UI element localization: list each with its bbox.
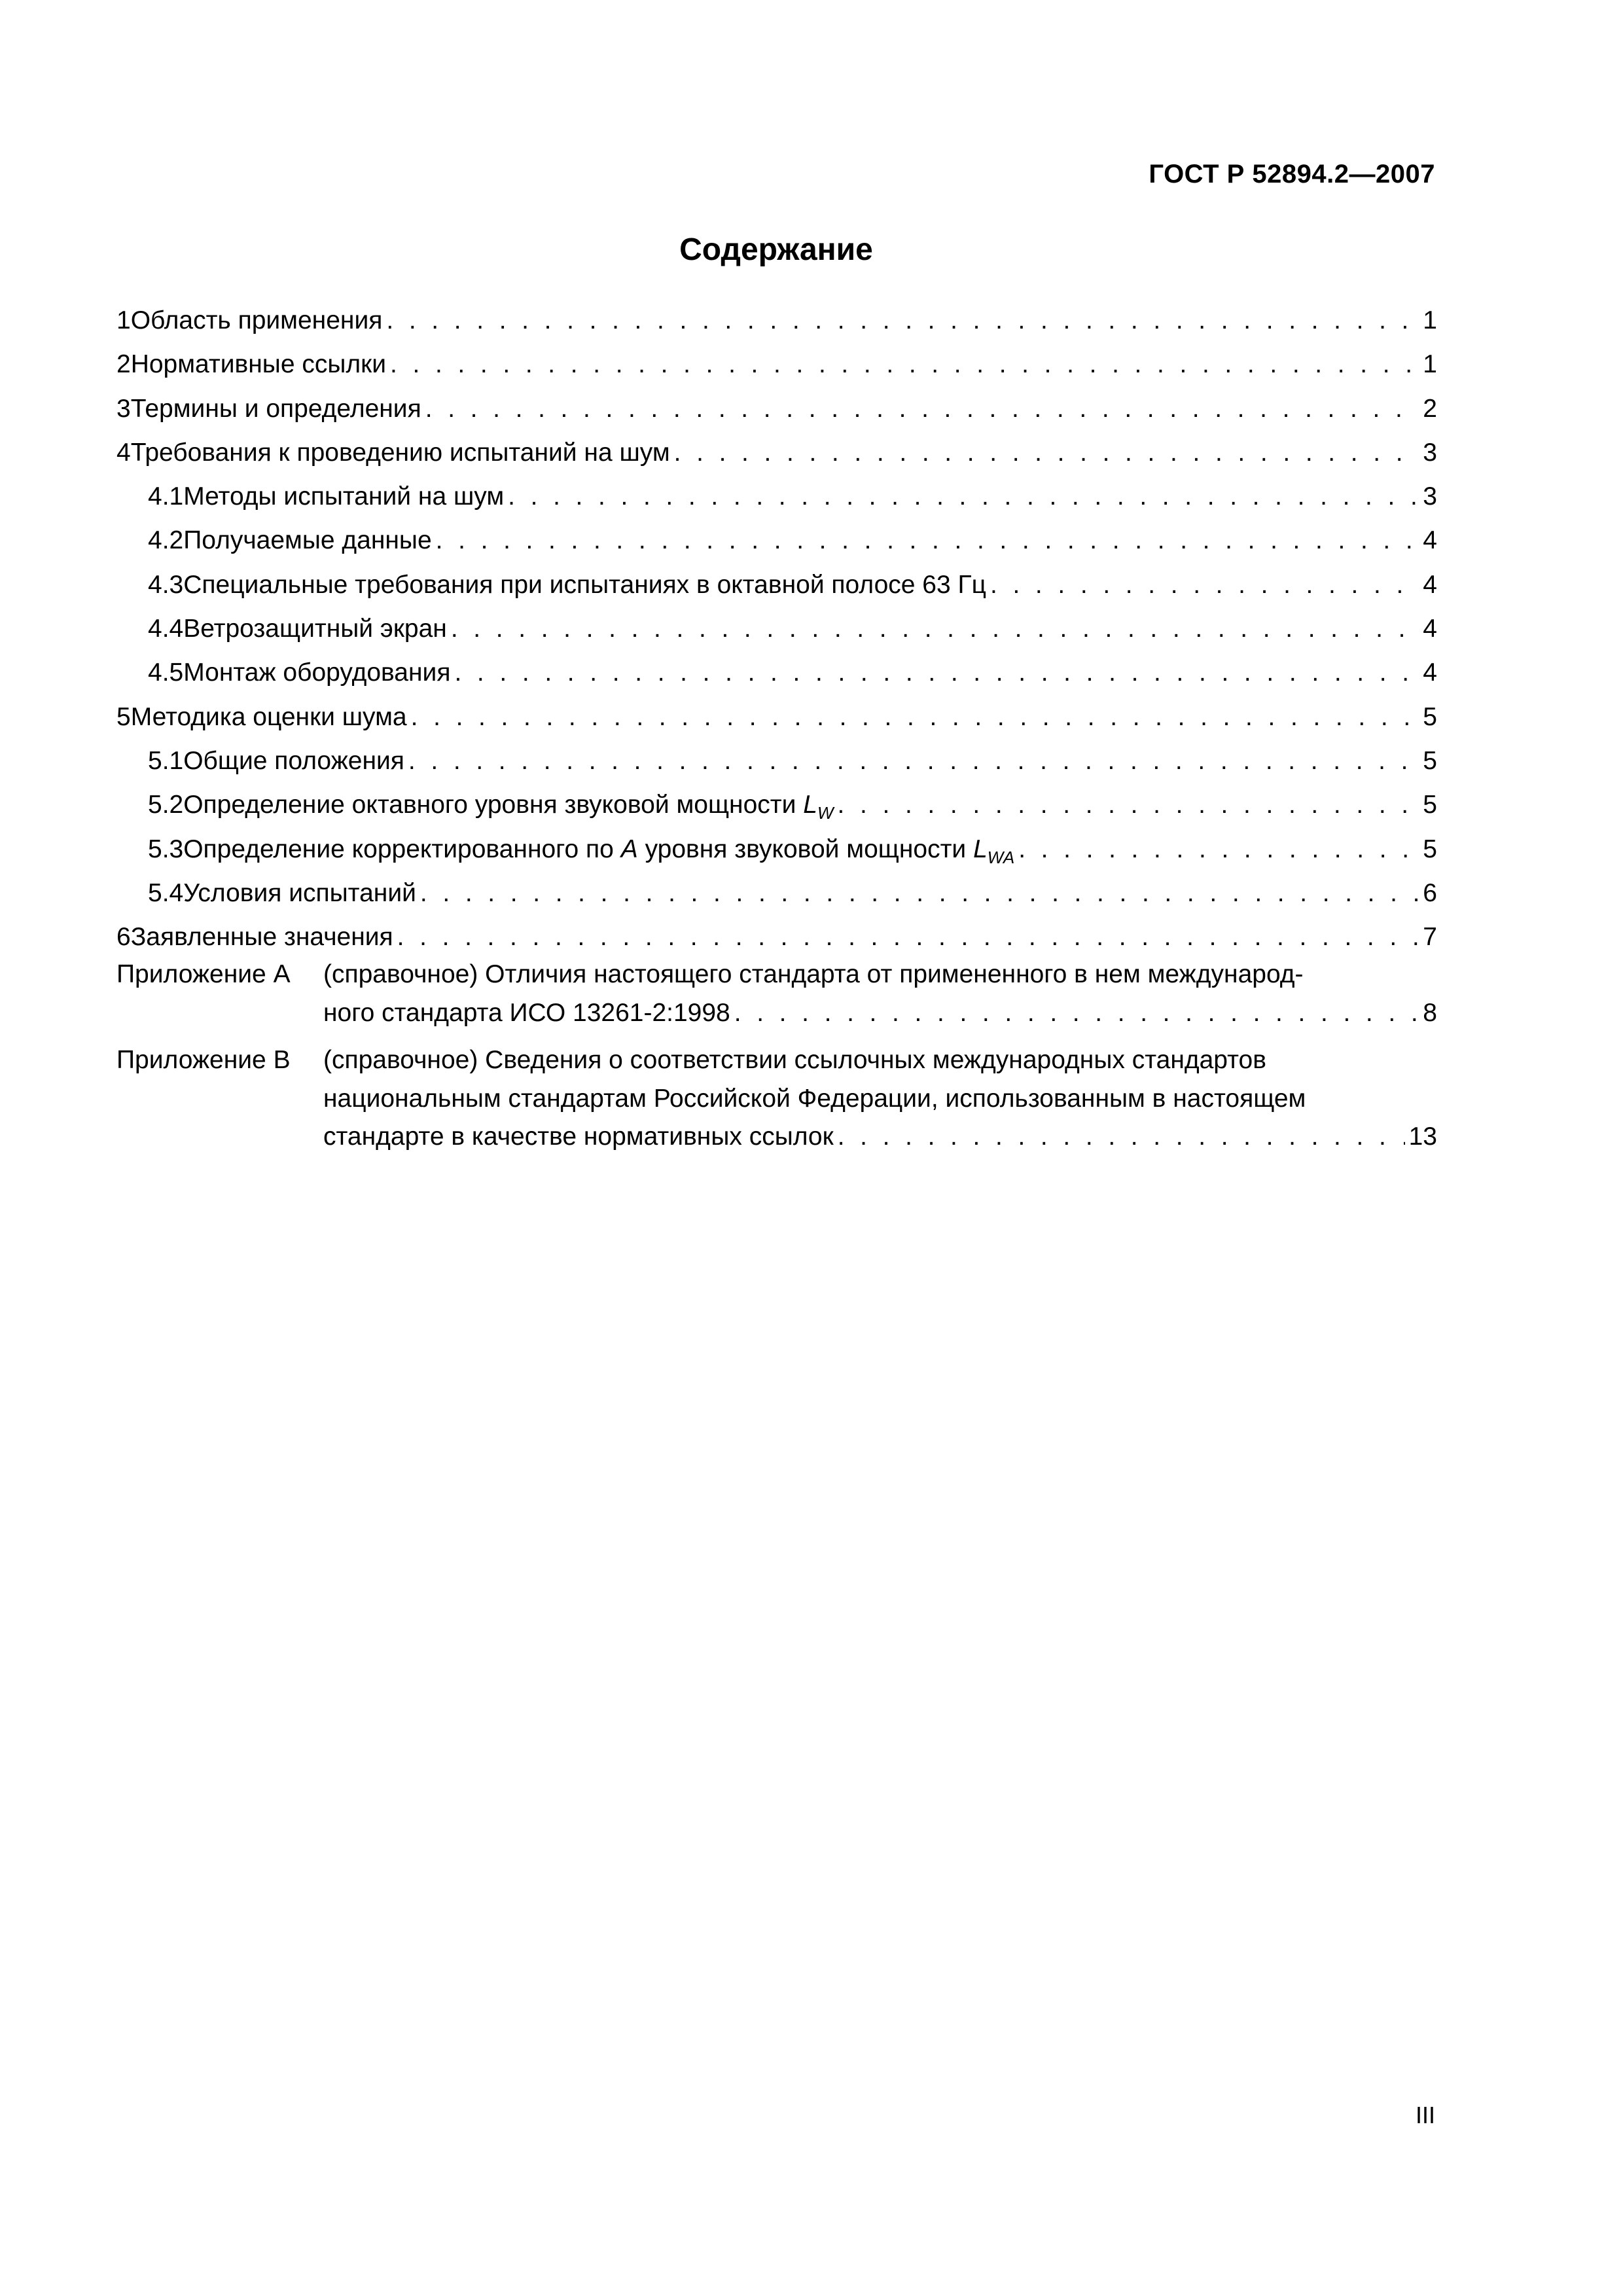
dot-leader	[990, 563, 1419, 607]
toc-entry-number: 4.1	[148, 482, 184, 511]
appendix-title-line: (справочное) Сведения о соответствии ссылочных международных стандартов	[323, 1046, 1266, 1074]
dot-leader	[838, 1118, 1405, 1162]
toc-entry-page: 1	[1423, 350, 1437, 379]
dot-leader	[454, 651, 1419, 694]
appendix-title-line: национальным стандартам Российской Федерации, использованным в настоящем	[323, 1084, 1306, 1113]
toc-entry-number: 5.1	[148, 746, 184, 775]
toc-entry-label: Требования к проведению испытаний на шум	[130, 438, 670, 467]
appendix-heading-line	[116, 956, 1437, 994]
toc-entry-label: Методы испытаний на шум	[183, 482, 505, 511]
toc-entry-number: 2	[116, 350, 131, 379]
dot-leader	[508, 475, 1419, 518]
appendix-title-line: стандарте в качестве нормативных ссылок	[323, 1122, 834, 1151]
toc-entry-page: 4	[1423, 658, 1437, 687]
toc-entry-number: 5.3	[148, 834, 184, 863]
appendix-prefix: Приложение В	[116, 1046, 291, 1074]
toc-entry-5[interactable]	[116, 695, 1437, 739]
appendix-heading-line	[116, 1041, 1437, 1080]
appendix-title-line: (справочное) Отличия настоящего стандарта от примененного в нем международ-	[323, 960, 1304, 988]
toc-entry-5-2[interactable]	[116, 783, 1437, 827]
toc-entry-label: Монтаж оборудования	[183, 658, 451, 687]
dot-leader	[436, 518, 1419, 562]
toc-entry-page: 1	[1423, 306, 1437, 334]
toc-entry-3[interactable]	[116, 387, 1437, 431]
dot-leader	[734, 994, 1419, 1038]
symbol-letter: L	[803, 791, 817, 819]
toc-entry-label: Получаемые данные	[183, 526, 432, 555]
table-of-contents	[116, 298, 1437, 959]
toc-entry-page: 5	[1423, 791, 1437, 819]
dot-leader	[425, 387, 1419, 431]
toc-entry-label-tail: уровня звуковой мощности	[645, 834, 967, 863]
toc-entry-5-1[interactable]	[116, 739, 1437, 783]
toc-entry-page: 13	[1408, 1122, 1437, 1151]
toc-entry-page: 4	[1423, 570, 1437, 599]
toc-appendix-b[interactable]	[116, 1041, 1437, 1162]
toc-entry-page: 5	[1423, 834, 1437, 863]
appendix-title-line: ного стандарта ИСО 13261-2:1998	[323, 998, 730, 1027]
toc-entry-page: 7	[1423, 923, 1437, 952]
appendix-prefix: Приложение А	[116, 960, 291, 988]
toc-entry-label: Нормативные ссылки	[130, 350, 386, 379]
italic-letter: A	[620, 834, 638, 863]
toc-entry-4-4[interactable]	[116, 607, 1437, 651]
page-number: III	[1415, 2102, 1435, 2128]
toc-entry-page: 6	[1423, 878, 1437, 907]
toc-entry-label: Термины и определения	[130, 394, 421, 423]
toc-entry-6[interactable]	[116, 915, 1437, 959]
math-symbol	[973, 834, 1015, 867]
dot-leader	[674, 431, 1419, 475]
toc-entry-1[interactable]	[116, 298, 1437, 342]
dot-leader	[1018, 827, 1419, 871]
toc-entry-4-2[interactable]	[116, 518, 1437, 562]
toc-entry-number: 4.3	[148, 570, 184, 599]
dot-leader	[390, 342, 1419, 386]
toc-entry-page: 8	[1423, 998, 1437, 1027]
toc-entry-page: 4	[1423, 526, 1437, 555]
toc-entry-label: Условия испытаний	[183, 878, 416, 907]
toc-entry-number: 3	[116, 394, 131, 423]
toc-entry-label: Область применения	[130, 306, 383, 334]
toc-entry-label: Методика оценки шума	[130, 702, 407, 731]
toc-entry-2[interactable]	[116, 342, 1437, 386]
appendix-last-line	[116, 994, 1437, 1038]
toc-entry-page: 3	[1423, 482, 1437, 511]
dot-leader	[386, 298, 1419, 342]
toc-entry-number: 1	[116, 306, 131, 334]
toc-entry-number: 4.4	[148, 615, 184, 643]
symbol-subscript: WA	[987, 847, 1015, 867]
toc-entry-label: Специальные требования при испытаниях в октавной полосе 63 Гц	[183, 570, 986, 599]
math-symbol	[803, 791, 834, 823]
toc-entry-page: 5	[1423, 746, 1437, 775]
toc-entry-label: Ветрозащитный экран	[183, 615, 447, 643]
toc-entry-page: 3	[1423, 438, 1437, 467]
dot-leader	[397, 915, 1419, 959]
toc-entry-number: 5.2	[148, 791, 184, 819]
dot-leader	[838, 783, 1419, 827]
toc-entry-4-1[interactable]	[116, 475, 1437, 518]
toc-entry-label-text: Определение корректированного по	[183, 834, 614, 863]
page-title: Содержание	[679, 232, 873, 267]
toc-entry-4-5[interactable]	[116, 651, 1437, 694]
toc-entry-4-3[interactable]	[116, 563, 1437, 607]
toc-entry-label-text: Определение октавного уровня звуковой мощности	[183, 791, 796, 819]
standard-number: ГОСТ Р 52894.2—2007	[1149, 160, 1435, 188]
symbol-letter: L	[973, 834, 988, 863]
toc-entry-5-3[interactable]	[116, 827, 1437, 871]
toc-entry-label: Заявленные значения	[130, 923, 393, 952]
toc-entry-number: 5	[116, 702, 131, 731]
toc-entry-5-4[interactable]	[116, 871, 1437, 915]
toc-entry-label: Общие положения	[183, 746, 404, 775]
dot-leader	[411, 695, 1419, 739]
toc-entry-page: 2	[1423, 394, 1437, 423]
toc-entry-number: 4	[116, 438, 131, 467]
dot-leader	[451, 607, 1419, 651]
toc-entry-page: 4	[1423, 615, 1437, 643]
appendix-last-line	[116, 1118, 1437, 1162]
dot-leader	[408, 739, 1419, 783]
dot-leader	[420, 871, 1419, 915]
toc-entry-number: 4.5	[148, 658, 184, 687]
toc-appendix-a[interactable]	[116, 956, 1437, 1038]
toc-entry-number: 5.4	[148, 878, 184, 907]
symbol-subscript: W	[817, 803, 834, 823]
toc-entry-4[interactable]	[116, 431, 1437, 475]
toc-entry-number: 6	[116, 923, 131, 952]
toc-entry-number: 4.2	[148, 526, 184, 555]
toc-entry-page: 5	[1423, 702, 1437, 731]
